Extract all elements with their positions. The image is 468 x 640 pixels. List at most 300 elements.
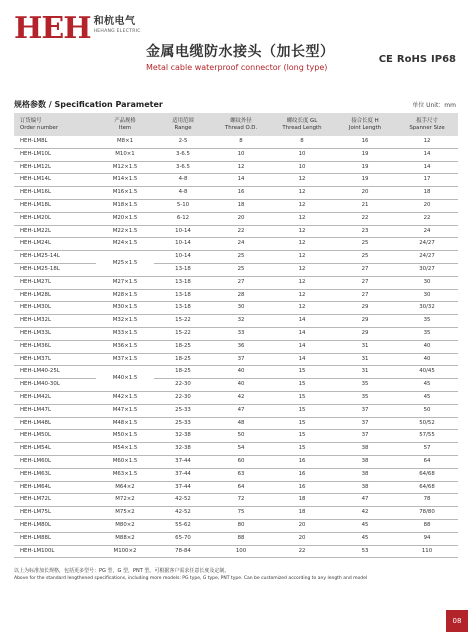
thread-od-cell: 64 xyxy=(212,481,270,494)
header-label-cn: 螺纹外径 xyxy=(230,117,252,124)
spanner-size-cell: 110 xyxy=(396,545,458,558)
range-cell: 37-44 xyxy=(154,455,212,468)
table-row xyxy=(14,161,458,174)
spanner-size-cell: 22 xyxy=(396,212,458,225)
item-cell: M10×1 xyxy=(96,148,154,161)
order-number-cell: HEH-LM16L xyxy=(14,187,96,200)
table-row xyxy=(14,315,458,328)
thread-length-cell: 12 xyxy=(270,199,334,212)
item-cell: M88×2 xyxy=(96,532,154,545)
table-row xyxy=(14,199,458,212)
item-cell: M63×1.5 xyxy=(96,468,154,481)
thread-od-cell: 25 xyxy=(212,251,270,264)
spanner-size-cell: 40/45 xyxy=(396,366,458,379)
spanner-size-cell: 30 xyxy=(396,289,458,302)
spanner-size-cell: 50/52 xyxy=(396,417,458,430)
header-label-cn: 扳手尺寸 xyxy=(416,117,438,124)
thread-length-cell: 12 xyxy=(270,276,334,289)
table-row xyxy=(14,532,458,545)
joint-length-cell: 35 xyxy=(334,391,396,404)
thread-od-cell: 50 xyxy=(212,430,270,443)
order-number-cell: HEH-LM20L xyxy=(14,212,96,225)
table-row xyxy=(14,404,458,417)
thread-od-cell: 27 xyxy=(212,276,270,289)
order-number-cell: HEH-LM42L xyxy=(14,391,96,404)
item-cell: M30×1.5 xyxy=(96,302,154,315)
thread-od-cell: 32 xyxy=(212,315,270,328)
thread-length-cell: 12 xyxy=(270,289,334,302)
joint-length-cell: 25 xyxy=(334,238,396,251)
joint-length-cell: 45 xyxy=(334,519,396,532)
joint-length-cell: 47 xyxy=(334,494,396,507)
joint-length-cell: 37 xyxy=(334,430,396,443)
unit-label: 单位 Unit：mm xyxy=(412,102,456,109)
spanner-size-cell: 17 xyxy=(396,174,458,187)
thread-length-cell: 12 xyxy=(270,251,334,264)
range-cell: 25-33 xyxy=(154,417,212,430)
order-number-cell: HEH-LM72L xyxy=(14,494,96,507)
header-label-cn: 订货编号 xyxy=(20,117,42,124)
thread-od-cell: 80 xyxy=(212,519,270,532)
thread-length-cell: 15 xyxy=(270,404,334,417)
joint-length-cell: 27 xyxy=(334,289,396,302)
order-number-cell: HEH-LM37L xyxy=(14,353,96,366)
spanner-size-cell: 57/55 xyxy=(396,430,458,443)
thread-od-cell: 20 xyxy=(212,212,270,225)
item-cell: M33×1.5 xyxy=(96,327,154,340)
thread-od-cell: 10 xyxy=(212,148,270,161)
range-cell: 15-22 xyxy=(154,327,212,340)
order-number-cell: HEH-LM54L xyxy=(14,443,96,456)
thread-length-cell: 14 xyxy=(270,327,334,340)
table-row xyxy=(14,225,458,238)
table-row xyxy=(14,507,458,520)
thread-od-cell: 8 xyxy=(212,136,270,148)
table-row xyxy=(14,238,458,251)
header-label-en: Spanner Size xyxy=(409,124,445,131)
thread-od-cell: 28 xyxy=(212,289,270,302)
thread-od-cell: 60 xyxy=(212,455,270,468)
joint-length-cell: 29 xyxy=(334,302,396,315)
thread-length-cell: 16 xyxy=(270,481,334,494)
logo-text xyxy=(94,16,141,35)
spanner-size-cell: 30/32 xyxy=(396,302,458,315)
joint-length-cell: 19 xyxy=(334,148,396,161)
item-cell: M50×1.5 xyxy=(96,430,154,443)
thread-length-cell: 18 xyxy=(270,507,334,520)
order-number-cell: HEH-LM75L xyxy=(14,507,96,520)
range-cell: 4-8 xyxy=(154,187,212,200)
joint-length-cell: 37 xyxy=(334,417,396,430)
table-row xyxy=(14,366,458,379)
item-cell: M47×1.5 xyxy=(96,404,154,417)
range-cell: 37-44 xyxy=(154,468,212,481)
range-cell: 55-62 xyxy=(154,519,212,532)
table-row xyxy=(14,174,458,187)
header-label-en: Range xyxy=(174,124,192,131)
item-cell: M54×1.5 xyxy=(96,443,154,456)
item-cell: M20×1.5 xyxy=(96,212,154,225)
order-number-cell: HEH-LM28L xyxy=(14,289,96,302)
table-row xyxy=(14,519,458,532)
header-label-en: Item xyxy=(118,124,132,131)
spec-table xyxy=(14,113,458,558)
table-row xyxy=(14,289,458,302)
thread-length-cell: 12 xyxy=(270,187,334,200)
range-cell: 4-8 xyxy=(154,174,212,187)
spanner-size-cell: 35 xyxy=(396,327,458,340)
joint-length-cell: 38 xyxy=(334,455,396,468)
order-number-cell: HEH-LM60L xyxy=(14,455,96,468)
order-number-cell: HEH-LM22L xyxy=(14,225,96,238)
thread-od-cell: 36 xyxy=(212,340,270,353)
thread-od-cell: 54 xyxy=(212,443,270,456)
ip-rating: IP68 xyxy=(431,54,456,65)
joint-length-cell: 45 xyxy=(334,532,396,545)
table-row xyxy=(14,430,458,443)
thread-od-cell: 16 xyxy=(212,187,270,200)
thread-od-cell: 88 xyxy=(212,532,270,545)
header-label-en: Joint Length xyxy=(348,124,382,131)
joint-length-cell: 21 xyxy=(334,199,396,212)
thread-od-cell: 42 xyxy=(212,391,270,404)
thread-length-cell: 15 xyxy=(270,417,334,430)
thread-length-cell: 12 xyxy=(270,263,334,276)
spanner-size-cell: 94 xyxy=(396,532,458,545)
item-cell: M24×1.5 xyxy=(96,238,154,251)
thread-length-cell: 15 xyxy=(270,366,334,379)
order-number-cell: HEH-LM40-25L xyxy=(14,366,96,379)
item-cell: M75×2 xyxy=(96,507,154,520)
range-cell: 42-52 xyxy=(154,507,212,520)
page-header xyxy=(0,0,468,80)
spanner-size-cell: 64 xyxy=(396,455,458,468)
thread-od-cell: 40 xyxy=(212,379,270,392)
brand-logo xyxy=(14,11,141,46)
thread-od-cell: 18 xyxy=(212,199,270,212)
joint-length-cell: 19 xyxy=(334,161,396,174)
section-title: 规格参数 / Specification Parameter xyxy=(14,100,163,109)
thread-od-cell: 24 xyxy=(212,238,270,251)
item-cell: M14×1.5 xyxy=(96,174,154,187)
table-row xyxy=(14,212,458,225)
table-row xyxy=(14,263,458,276)
table-row xyxy=(14,391,458,404)
header-label-cn: 螺纹长度 GL xyxy=(286,117,318,124)
spanner-size-cell: 30 xyxy=(396,276,458,289)
product-title-en: Metal cable waterproof connector (long type) xyxy=(146,63,328,72)
item-cell: M100×2 xyxy=(96,545,154,558)
spanner-size-cell: 35 xyxy=(396,315,458,328)
range-cell: 13-18 xyxy=(154,302,212,315)
header-order-number xyxy=(14,113,96,136)
range-cell: 13-18 xyxy=(154,289,212,302)
range-cell: 13-18 xyxy=(154,263,212,276)
table-row xyxy=(14,276,458,289)
rohs-mark: RoHS xyxy=(396,54,428,65)
table-row xyxy=(14,136,458,148)
joint-length-cell: 31 xyxy=(334,340,396,353)
table-row xyxy=(14,340,458,353)
header-label-cn: 接合长度 H xyxy=(351,117,379,124)
range-cell: 78-84 xyxy=(154,545,212,558)
range-cell: 18-25 xyxy=(154,366,212,379)
range-cell: 3-6.5 xyxy=(154,148,212,161)
spanner-size-cell: 45 xyxy=(396,391,458,404)
table-row xyxy=(14,148,458,161)
item-cell: M37×1.5 xyxy=(96,353,154,366)
header-label-cn: 产品规格 xyxy=(114,117,136,124)
spanner-size-cell: 14 xyxy=(396,148,458,161)
spanner-size-cell: 40 xyxy=(396,353,458,366)
range-cell: 25-33 xyxy=(154,404,212,417)
thread-length-cell: 12 xyxy=(270,225,334,238)
order-number-cell: HEH-LM47L xyxy=(14,404,96,417)
table-row xyxy=(14,545,458,558)
item-cell: M32×1.5 xyxy=(96,315,154,328)
thread-od-cell: 63 xyxy=(212,468,270,481)
spanner-size-cell: 45 xyxy=(396,379,458,392)
thread-length-cell: 14 xyxy=(270,340,334,353)
range-cell: 15-22 xyxy=(154,315,212,328)
order-number-cell: HEH-LM30L xyxy=(14,302,96,315)
order-number-cell: HEH-LM10L xyxy=(14,148,96,161)
thread-length-cell: 16 xyxy=(270,468,334,481)
header-label-cn: 适用范围 xyxy=(172,117,194,124)
order-number-cell: HEH-LM14L xyxy=(14,174,96,187)
joint-length-cell: 31 xyxy=(334,366,396,379)
spanner-size-cell: 24/27 xyxy=(396,238,458,251)
joint-length-cell: 16 xyxy=(334,136,396,148)
range-cell: 13-18 xyxy=(154,276,212,289)
range-cell: 18-25 xyxy=(154,353,212,366)
order-number-cell: HEH-LM64L xyxy=(14,481,96,494)
thread-od-cell: 33 xyxy=(212,327,270,340)
spanner-size-cell: 78/80 xyxy=(396,507,458,520)
header-thread-length xyxy=(270,113,334,136)
order-number-cell: HEH-LM36L xyxy=(14,340,96,353)
item-cell: M80×2 xyxy=(96,519,154,532)
header-thread-od xyxy=(212,113,270,136)
table-row xyxy=(14,327,458,340)
brand-name-cn: 和杭电气 xyxy=(93,16,136,27)
thread-length-cell: 18 xyxy=(270,494,334,507)
order-number-cell: HEH-LM18L xyxy=(14,199,96,212)
spanner-size-cell: 20 xyxy=(396,199,458,212)
thread-length-cell: 15 xyxy=(270,379,334,392)
item-cell: M36×1.5 xyxy=(96,340,154,353)
range-cell: 42-52 xyxy=(154,494,212,507)
thread-length-cell: 15 xyxy=(270,430,334,443)
thread-length-cell: 14 xyxy=(270,315,334,328)
thread-length-cell: 14 xyxy=(270,353,334,366)
thread-od-cell: 47 xyxy=(212,404,270,417)
ce-mark: CE xyxy=(378,54,393,65)
item-cell: M12×1.5 xyxy=(96,161,154,174)
order-number-cell: HEH-LM27L xyxy=(14,276,96,289)
range-cell: 32-38 xyxy=(154,430,212,443)
item-cell: M48×1.5 xyxy=(96,417,154,430)
range-cell: 22-30 xyxy=(154,379,212,392)
spanner-size-cell: 40 xyxy=(396,340,458,353)
thread-length-cell: 20 xyxy=(270,519,334,532)
header-label-en: Thread O.D. xyxy=(224,124,258,131)
spanner-size-cell: 24 xyxy=(396,225,458,238)
joint-length-cell: 38 xyxy=(334,468,396,481)
thread-od-cell: 12 xyxy=(212,161,270,174)
thread-od-cell: 22 xyxy=(212,225,270,238)
table-row xyxy=(14,468,458,481)
certification-marks xyxy=(379,54,456,65)
joint-length-cell: 29 xyxy=(334,315,396,328)
range-cell: 2-5 xyxy=(154,136,212,148)
spanner-size-cell: 18 xyxy=(396,187,458,200)
table-row xyxy=(14,353,458,366)
order-number-cell: HEH-LM25-18L xyxy=(14,263,96,276)
range-cell: 10-14 xyxy=(154,238,212,251)
item-cell: M42×1.5 xyxy=(96,391,154,404)
item-cell: M16×1.5 xyxy=(96,187,154,200)
spec-table-body xyxy=(14,136,458,558)
thread-length-cell: 10 xyxy=(270,148,334,161)
thread-length-cell: 22 xyxy=(270,545,334,558)
joint-length-cell: 20 xyxy=(334,187,396,200)
thread-od-cell: 14 xyxy=(212,174,270,187)
joint-length-cell: 35 xyxy=(334,379,396,392)
header-item xyxy=(96,113,154,136)
range-cell: 18-25 xyxy=(154,340,212,353)
thread-length-cell: 16 xyxy=(270,455,334,468)
footnote-en: Above for the standard lengthened specifications, including more models: PG type, G type, PNT type. Can be customized according to any length and model xyxy=(14,576,368,581)
thread-od-cell: 72 xyxy=(212,494,270,507)
joint-length-cell: 53 xyxy=(334,545,396,558)
product-title-cn: 金属电缆防水接头（加长型） xyxy=(146,44,335,60)
joint-length-cell: 38 xyxy=(334,443,396,456)
joint-length-cell: 27 xyxy=(334,276,396,289)
range-cell: 37-44 xyxy=(154,481,212,494)
brand-name-en: HEHANG ELECTRIC xyxy=(93,29,141,34)
thread-od-cell: 25 xyxy=(212,263,270,276)
thread-length-cell: 15 xyxy=(270,391,334,404)
footnote-cn: 以上为标准加长规格，包括更多型号：PG 型，G 型，PNT 型。可根据客户需求任意长度及定制。 xyxy=(14,568,230,574)
table-row xyxy=(14,379,458,392)
logo-mark: HEH xyxy=(14,11,91,46)
item-cell: M18×1.5 xyxy=(96,199,154,212)
table-row xyxy=(14,302,458,315)
header-joint-length xyxy=(334,113,396,136)
spanner-size-cell: 14 xyxy=(396,161,458,174)
joint-length-cell: 42 xyxy=(334,507,396,520)
spanner-size-cell: 30/27 xyxy=(396,263,458,276)
range-cell: 32-38 xyxy=(154,443,212,456)
item-cell: M8×1 xyxy=(96,136,154,148)
table-row xyxy=(14,251,458,264)
spanner-size-cell: 57 xyxy=(396,443,458,456)
item-cell: M27×1.5 xyxy=(96,276,154,289)
thread-length-cell: 15 xyxy=(270,443,334,456)
joint-length-cell: 19 xyxy=(334,174,396,187)
item-cell: M25×1.5 xyxy=(96,251,154,277)
joint-length-cell: 37 xyxy=(334,404,396,417)
header-label-en: Order number xyxy=(20,124,59,131)
thread-length-cell: 8 xyxy=(270,136,334,148)
table-row xyxy=(14,455,458,468)
header-label-en: Thread Length xyxy=(282,124,322,131)
footnote xyxy=(14,567,458,583)
thread-length-cell: 12 xyxy=(270,174,334,187)
joint-length-cell: 29 xyxy=(334,327,396,340)
range-cell: 6-12 xyxy=(154,212,212,225)
thread-length-cell: 12 xyxy=(270,212,334,225)
range-cell: 22-30 xyxy=(154,391,212,404)
item-cell: M64×2 xyxy=(96,481,154,494)
joint-length-cell: 31 xyxy=(334,353,396,366)
table-row xyxy=(14,417,458,430)
order-number-cell: HEH-LM33L xyxy=(14,327,96,340)
spanner-size-cell: 78 xyxy=(396,494,458,507)
range-cell: 3-6.5 xyxy=(154,161,212,174)
spanner-size-cell: 50 xyxy=(396,404,458,417)
item-cell: M72×2 xyxy=(96,494,154,507)
spanner-size-cell: 88 xyxy=(396,519,458,532)
joint-length-cell: 23 xyxy=(334,225,396,238)
joint-length-cell: 25 xyxy=(334,251,396,264)
item-cell: M60×1.5 xyxy=(96,455,154,468)
range-cell: 10-14 xyxy=(154,251,212,264)
table-row xyxy=(14,481,458,494)
order-number-cell: HEH-LM24L xyxy=(14,238,96,251)
spanner-size-cell: 12 xyxy=(396,136,458,148)
order-number-cell: HEH-LM12L xyxy=(14,161,96,174)
spanner-size-cell: 64/68 xyxy=(396,468,458,481)
order-number-cell: HEH-LM88L xyxy=(14,532,96,545)
header-spanner-size xyxy=(396,113,458,136)
range-cell: 10-14 xyxy=(154,225,212,238)
page-number: 08 xyxy=(446,610,468,632)
spanner-size-cell: 64/68 xyxy=(396,481,458,494)
thread-od-cell: 30 xyxy=(212,302,270,315)
thread-od-cell: 37 xyxy=(212,353,270,366)
thread-length-cell: 20 xyxy=(270,532,334,545)
range-cell: 65-70 xyxy=(154,532,212,545)
table-row xyxy=(14,494,458,507)
table-row xyxy=(14,187,458,200)
joint-length-cell: 22 xyxy=(334,212,396,225)
thread-od-cell: 75 xyxy=(212,507,270,520)
range-cell: 5-10 xyxy=(154,199,212,212)
thread-length-cell: 10 xyxy=(270,161,334,174)
header-range xyxy=(154,113,212,136)
order-number-cell: HEH-LM100L xyxy=(14,545,96,558)
item-cell: M28×1.5 xyxy=(96,289,154,302)
order-number-cell: HEH-LM40-30L xyxy=(14,379,96,392)
spanner-size-cell: 24/27 xyxy=(396,251,458,264)
table-row xyxy=(14,443,458,456)
item-cell: M40×1.5 xyxy=(96,366,154,392)
order-number-cell: HEH-LM25-14L xyxy=(14,251,96,264)
joint-length-cell: 27 xyxy=(334,263,396,276)
order-number-cell: HEH-LM50L xyxy=(14,430,96,443)
order-number-cell: HEH-LM8L xyxy=(14,136,96,148)
order-number-cell: HEH-LM32L xyxy=(14,315,96,328)
thread-od-cell: 48 xyxy=(212,417,270,430)
order-number-cell: HEH-LM80L xyxy=(14,519,96,532)
table-header-row xyxy=(14,113,458,136)
joint-length-cell: 38 xyxy=(334,481,396,494)
item-cell: M22×1.5 xyxy=(96,225,154,238)
order-number-cell: HEH-LM48L xyxy=(14,417,96,430)
thread-od-cell: 100 xyxy=(212,545,270,558)
